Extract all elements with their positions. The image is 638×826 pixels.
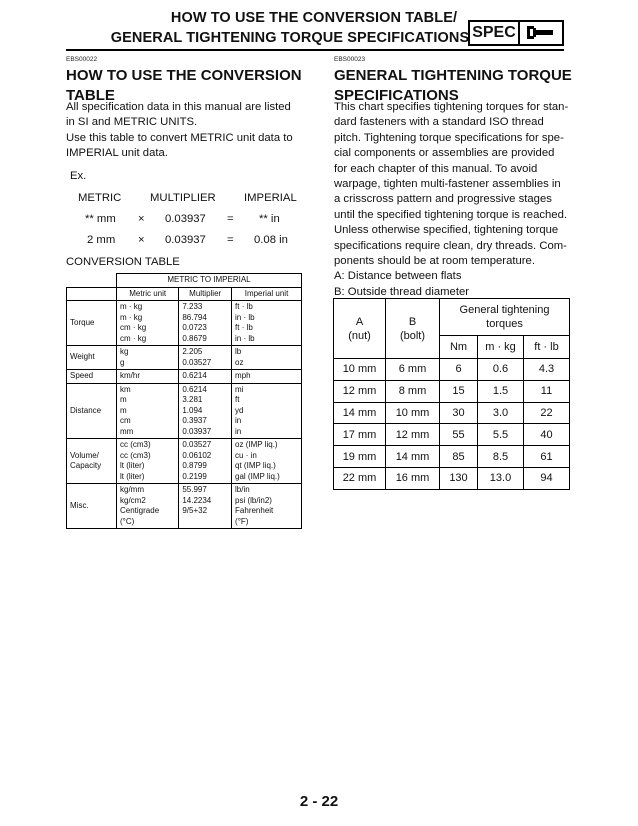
general-torque-header: General tightening torques (440, 299, 570, 336)
torque-cell: 11 (524, 380, 570, 402)
torque-cell: 22 mm (334, 467, 386, 489)
intro-line: in SI and METRIC UNITS. (66, 116, 198, 129)
example-cell: = (227, 213, 234, 225)
note-a: A: Distance between flats (334, 270, 462, 283)
body-line: a crisscross pattern and progressive stages (334, 193, 552, 206)
torque-cell: 1.5 (478, 380, 524, 402)
conversion-row (67, 370, 302, 384)
example-label: Ex. (70, 170, 87, 182)
conversion-multiplier-cell: 0.03527 0.06102 0.8799 0.2199 (179, 439, 232, 484)
torque-table (333, 298, 570, 490)
example-cell: = (227, 234, 234, 246)
conversion-imperial-cell: mi ft yd in in (232, 383, 302, 439)
example-cell: 0.03937 (165, 213, 206, 225)
torque-cell: 6 mm (386, 359, 440, 381)
conversion-metric-cell: cc (cm3) cc (cm3) lt (liter) lt (liter) (117, 439, 179, 484)
section-title-line2: SPECIFICATIONS (334, 87, 459, 104)
torque-cell: 3.0 (478, 402, 524, 424)
example-cell: × (138, 234, 145, 246)
section-title-line1: HOW TO USE THE CONVERSION (66, 67, 302, 84)
conversion-multiplier-cell: 0.6214 3.281 1.094 0.3937 0.03937 (179, 383, 232, 439)
example-cell: 0.03937 (165, 234, 206, 246)
torque-row (334, 380, 570, 402)
conversion-table-label: CONVERSION TABLE (66, 256, 180, 268)
conversion-row (67, 346, 302, 370)
torque-row (334, 359, 570, 381)
section-code-right: EBS00023 (334, 56, 366, 63)
torque-row (334, 402, 570, 424)
example-cell: 2 mm (87, 234, 116, 246)
torque-row (334, 446, 570, 468)
torque-cell: 16 mm (386, 467, 440, 489)
conversion-imperial-cell: lb oz (232, 346, 302, 370)
conversion-table (66, 273, 302, 529)
torque-table-body (334, 359, 570, 490)
section-title-line1: GENERAL TIGHTENING TORQUE (334, 67, 572, 84)
torque-cell: 19 mm (334, 446, 386, 468)
conversion-imperial-cell: mph (232, 370, 302, 384)
conversion-category: Speed (67, 370, 117, 384)
conversion-imperial-cell: lb/in psi (lb/in2) Fahrenheit (°F) (232, 484, 302, 529)
conversion-metric-cell: km m m cm mm (117, 383, 179, 439)
torque-row (334, 424, 570, 446)
conversion-row (67, 301, 302, 346)
conversion-row (67, 439, 302, 484)
torque-cell: 5.5 (478, 424, 524, 446)
torque-cell: 15 (440, 380, 478, 402)
spec-badge: SPEC (468, 20, 520, 46)
conversion-intro (66, 100, 306, 162)
conversion-metric-cell: m · kg m · kg cm · kg cm · kg (117, 301, 179, 346)
section-title-line2: TABLE (66, 87, 115, 104)
unit-header-mkg: m · kg (478, 336, 524, 359)
torque-cell: 14 mm (386, 446, 440, 468)
torque-cell: 55 (440, 424, 478, 446)
example-cell: 0.08 in (254, 234, 288, 246)
col-header-multiplier: Multiplier (179, 287, 232, 301)
conversion-imperial-cell: oz (IMP liq.) cu · in qt (IMP liq.) gal (IMP liq.) (232, 439, 302, 484)
torque-row (334, 467, 570, 489)
body-line: specifications require clean, dry threads. Com- (334, 239, 567, 252)
conversion-category: Distance (67, 383, 117, 439)
torque-cell: 8.5 (478, 446, 524, 468)
intro-line: All specification data in this manual are listed (66, 101, 291, 113)
conversion-category: Weight (67, 346, 117, 370)
intro-line: IMPERIAL unit data. (66, 147, 168, 160)
body-line: ponents should be at room temperature. (334, 255, 535, 268)
col-b-header: B (bolt) (386, 299, 440, 359)
body-line: This chart specifies tightening torques for stan- (334, 101, 569, 113)
conversion-metric-cell: km/hr (117, 370, 179, 384)
torque-cell: 10 mm (386, 402, 440, 424)
unit-header-ftlb: ft · lb (524, 336, 570, 359)
header-rule (66, 49, 564, 51)
conversion-multiplier-cell: 0.6214 (179, 370, 232, 384)
body-line: Unless otherwise specified, tightening torque (334, 224, 559, 237)
body-line: for each chapter of this manual. To avoid (334, 162, 538, 175)
torque-cell: 10 mm (334, 359, 386, 381)
conversion-multiplier-cell: 55.997 14.2234 9/5+32 (179, 484, 232, 529)
torque-cell: 94 (524, 467, 570, 489)
conversion-metric-cell: kg g (117, 346, 179, 370)
torque-cell: 0.6 (478, 359, 524, 381)
conversion-category: Misc. (67, 484, 117, 529)
conversion-row (67, 484, 302, 529)
torque-cell: 17 mm (334, 424, 386, 446)
section-code-left: EBS00022 (66, 56, 98, 63)
conversion-row (67, 383, 302, 439)
body-line: warpage, tighten multi-fastener assemblies in (334, 178, 561, 191)
example-cell: × (138, 213, 145, 225)
example-header-imperial: IMPERIAL (244, 192, 297, 204)
torque-cell: 130 (440, 467, 478, 489)
torque-cell: 14 mm (334, 402, 386, 424)
torque-cell: 30 (440, 402, 478, 424)
torque-cell: 61 (524, 446, 570, 468)
conversion-metric-cell: kg/mm kg/cm2 Centigrade (°C) (117, 484, 179, 529)
unit-header-nm: Nm (440, 336, 478, 359)
conversion-category: Torque (67, 301, 117, 346)
body-line: until the specified tightening torque is reached. (334, 208, 567, 221)
example-cell: ** mm (85, 213, 116, 225)
torque-intro (334, 100, 573, 300)
page-number: 2 - 22 (299, 793, 339, 810)
conversion-imperial-cell: ft · lb in · lb ft · lb in · lb (232, 301, 302, 346)
torque-cell: 40 (524, 424, 570, 446)
torque-cell: 85 (440, 446, 478, 468)
example-cell: ** in (259, 213, 280, 225)
header-title-line2: GENERAL TIGHTENING TORQUE SPECIFICATIONS (110, 30, 470, 46)
col-header-imperial: Imperial unit (232, 287, 302, 301)
example-header-multiplier: MULTIPLIER (150, 192, 216, 204)
header-title-line1: HOW TO USE THE CONVERSION TABLE/ (170, 10, 458, 26)
conversion-multiplier-cell: 2.205 0.03527 (179, 346, 232, 370)
conversion-table-title: METRIC TO IMPERIAL (117, 274, 302, 288)
torque-cell: 4.3 (524, 359, 570, 381)
conversion-category: Volume/ Capacity (67, 439, 117, 484)
torque-cell: 6 (440, 359, 478, 381)
col-header-metric: Metric unit (117, 287, 179, 301)
torque-cell: 12 mm (334, 380, 386, 402)
body-line: cial components or assemblies are provided (334, 147, 555, 160)
intro-line: Use this table to convert METRIC unit data to (66, 131, 293, 144)
body-line: dard fasteners with a standard ISO thread (334, 116, 544, 129)
conversion-multiplier-cell: 7.233 86.794 0.0723 0.8679 (179, 301, 232, 346)
torque-cell: 22 (524, 402, 570, 424)
example-header-metric: METRIC (78, 192, 122, 204)
note-b: B: Outside thread diameter (334, 285, 470, 298)
col-a-header: A (nut) (334, 299, 386, 359)
body-line: pitch. Tightening torque specifications for spe- (334, 131, 564, 144)
conversion-table-body (67, 301, 302, 529)
torque-cell: 12 mm (386, 424, 440, 446)
torque-cell: 13.0 (478, 467, 524, 489)
torque-cell: 8 mm (386, 380, 440, 402)
wrench-icon (520, 20, 564, 46)
